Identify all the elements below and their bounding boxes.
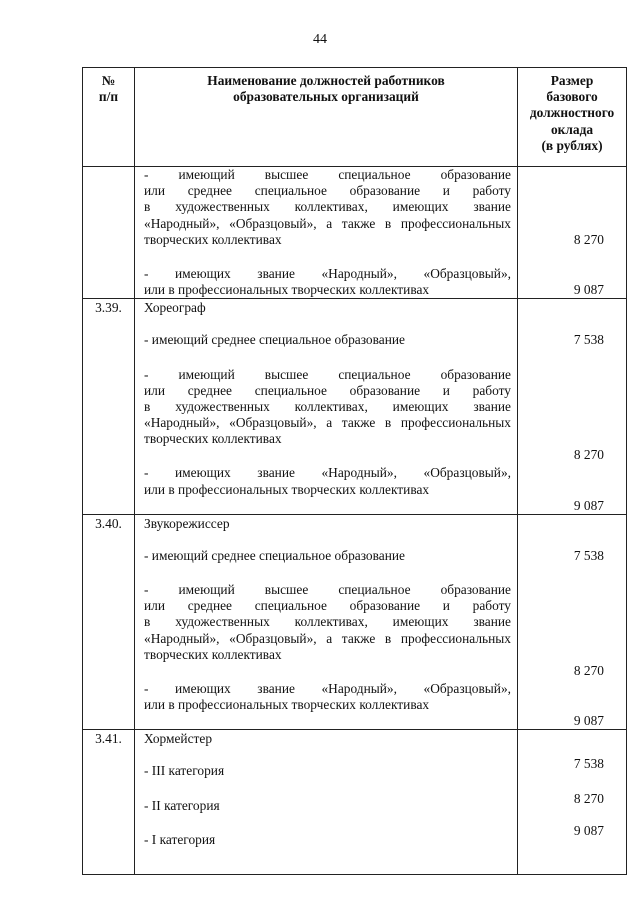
text-line: или среднее специальное образование и работу [144,598,511,614]
text-line: - имеющий высшее специальное образование [144,167,511,182]
header-num-line: № [101,73,116,88]
text-line: - имеющий высшее специальное образование [144,366,511,382]
header-salary-line: базового [546,89,598,105]
text-line: или в профессиональных творческих коллективах [144,481,430,497]
salary-value: 8 270 [573,447,604,463]
text-line: в художественных коллективах, имеющих звание [144,199,511,215]
table-row-3-39 [83,299,627,515]
salary-value: 8 270 [573,231,604,247]
text-line: в художественных коллективах, имеющих звание [144,614,511,630]
salary-value: 8 270 [573,662,604,678]
position-title: Хормейстер [144,731,213,747]
row-name-cell [135,299,518,515]
text-line: или среднее специальное образование и работу [144,382,511,398]
row-salary-cell [518,167,627,299]
table-header-row [83,68,627,167]
header-num-line: п/п [98,89,119,105]
position-title: Хореограф [144,300,206,316]
header-salary-line: должностного [529,105,615,121]
row-name-cell [135,167,518,299]
header-salary-line: (в рублях) [541,137,603,153]
row-num-cell: 3.40. [83,514,135,730]
text-line: - II категория [144,797,220,813]
salary-value: 9 087 [573,822,604,838]
header-name-line: образовательных организаций [233,89,419,105]
text-line: творческих коллективах [144,231,282,247]
table-row-continuation [83,167,627,299]
text-line: - имеющий высшее специальное образование [144,582,511,598]
row-salary-cell [518,514,627,730]
header-num [83,68,135,167]
text-line: «Народный», «Образцовый», а также в профессиональных [144,415,511,431]
text-line: - III категория [144,763,225,779]
salary-value: 8 270 [573,790,604,806]
header-salary-line: оклада [550,121,594,137]
header-name-line: Наименование должностей работников [207,73,445,88]
text-line: творческих коллективах [144,646,282,662]
text-line: - имеющих звание «Народный», «Образцовый», [144,465,511,481]
text-line: «Народный», «Образцовый», а также в профессиональных [144,215,511,231]
page-number: 44 [313,32,327,47]
row-name-cell [135,730,518,875]
text-line: или в профессиональных творческих коллективах [144,697,430,713]
text-line: или среднее специальное образование и работу [144,183,511,199]
text-line: - имеющих звание «Народный», «Образцовый», [144,265,511,281]
table-row-3-40 [83,514,627,730]
salary-value: 7 538 [573,547,604,563]
text-line: - I категория [144,831,216,847]
row-num-cell [83,167,135,299]
header-salary-line: Размер [550,73,594,88]
text-line: «Народный», «Образцовый», а также в профессиональных [144,630,511,646]
text-line: в художественных коллективах, имеющих звание [144,398,511,414]
row-num-cell: 3.39. [83,299,135,515]
header-salary [518,68,627,167]
salary-value: 7 538 [573,756,604,772]
position-title: Звукорежиссер [144,515,230,531]
salary-table [82,67,627,875]
row-name-cell [135,514,518,730]
salary-value: 9 087 [573,713,604,729]
text-line: - имеющий среднее специальное образование [144,547,405,563]
text-line: творческих коллективах [144,431,282,447]
salary-value: 9 087 [573,282,604,298]
text-line: - имеющий среднее специальное образование [144,332,405,348]
text-line: или в профессиональных творческих коллективах [144,282,430,298]
salary-value: 7 538 [573,332,604,348]
header-name [135,68,518,167]
row-salary-cell [518,299,627,515]
row-salary-cell [518,730,627,875]
salary-value: 9 087 [573,497,604,513]
row-num-cell: 3.41. [83,730,135,875]
table-row-3-41 [83,730,627,875]
text-line: - имеющих звание «Народный», «Образцовый», [144,681,511,697]
